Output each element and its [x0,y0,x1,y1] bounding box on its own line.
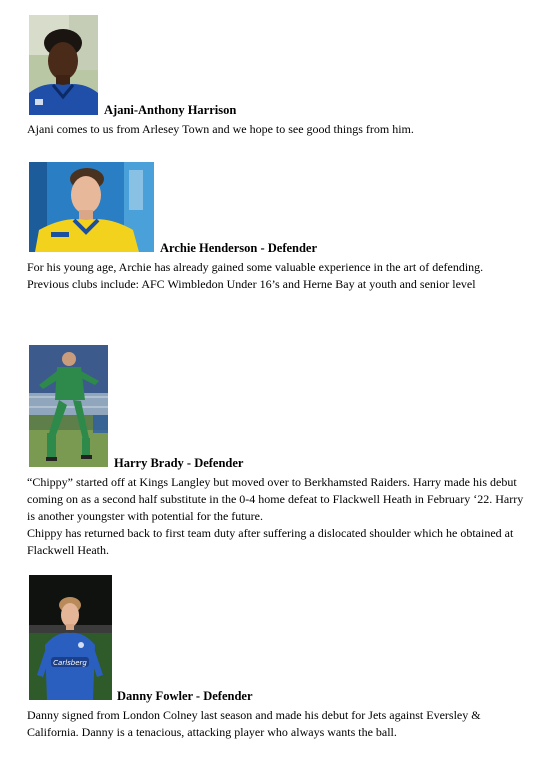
player-bio [27,474,532,559]
player-photo-danny [29,575,112,700]
player-name: Ajani-Anthony Harrison [104,103,237,117]
shirt-sponsor-text: Carlsberg [53,659,87,667]
bio-paragraph: Ajani comes to us from Arlesey Town and we hope to see good things from him. [27,122,414,136]
bio-paragraph: Chippy has returned back to first team duty after suffering a dislocated shoulder which he obtained at Flackwell Heath. [27,526,514,557]
player-photo-archie [29,162,154,252]
bio-paragraph: Danny signed from London Colney last season and made his debut for Jets against Eversley & California. Danny is a tenacious, attacking player who always wants the ball. [27,708,481,739]
player-photo-ajani [29,15,98,115]
player-name: Archie Henderson - Defender [160,241,318,255]
bio-paragraph: “Chippy” started off at Kings Langley but moved over to Berkhamsted Raiders. Harry made his debut coming on as a second half substitute in the 0-4 home defeat to Flackwell Heath in February ‘22. Harry is another youngster with potential for the future. [27,475,524,523]
player-name: Danny Fowler - Defender [117,689,253,703]
player-bio [27,707,532,741]
player-bio [27,259,532,293]
player-name: Harry Brady - Defender [114,456,244,470]
player-bio [27,121,532,138]
bio-paragraph: For his young age, Archie has already gained some valuable experience in the art of defending. [27,260,484,274]
bio-paragraph: Previous clubs include: AFC Wimbledon Under 16’s and Herne Bay at youth and senior level [27,277,476,291]
player-photo-harry [29,345,108,467]
